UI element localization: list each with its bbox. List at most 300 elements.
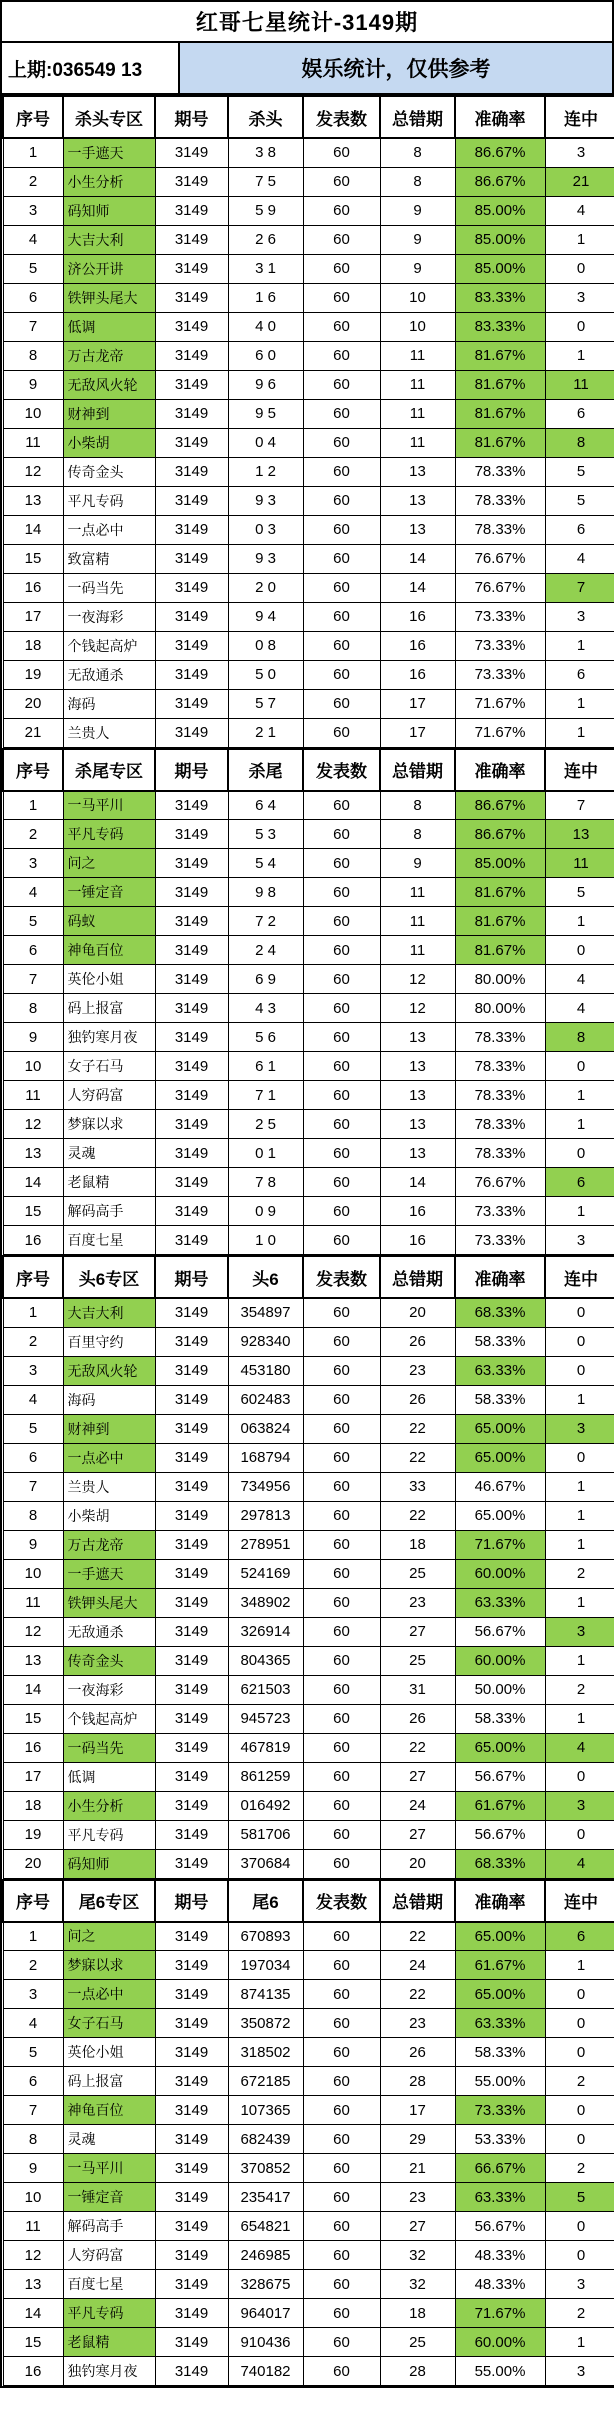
table-row xyxy=(3,196,614,225)
table-row xyxy=(3,1951,614,1980)
cell-published-count: 60 xyxy=(303,2183,380,2212)
cell-published-count: 60 xyxy=(303,1791,380,1820)
cell-forum-name: 人穷码富 xyxy=(63,2241,155,2270)
cell-accuracy: 81.67% xyxy=(455,399,545,428)
cell-wrong-count: 17 xyxy=(380,718,455,747)
cell-issue: 3149 xyxy=(155,2009,228,2038)
cell-published-count: 60 xyxy=(303,1298,380,1327)
cell-published-count: 60 xyxy=(303,1675,380,1704)
cell-issue: 3149 xyxy=(155,689,228,718)
cell-wrong-count: 13 xyxy=(380,1081,455,1110)
cell-forum-name: 小生分析 xyxy=(63,1791,155,1820)
cell-accuracy: 56.67% xyxy=(455,2212,545,2241)
cell-index: 12 xyxy=(3,457,63,486)
table-row xyxy=(3,1559,614,1588)
cell-streak: 0 xyxy=(545,1139,614,1168)
cell-index: 19 xyxy=(3,660,63,689)
table-row xyxy=(3,2125,614,2154)
cell-published-count: 60 xyxy=(303,341,380,370)
cell-prediction: 7 5 xyxy=(228,167,303,196)
cell-prediction: 197034 xyxy=(228,1951,303,1980)
cell-published-count: 60 xyxy=(303,138,380,167)
table-row xyxy=(3,1327,614,1356)
cell-forum-name: 无敌通杀 xyxy=(63,660,155,689)
cell-accuracy: 78.33% xyxy=(455,486,545,515)
header-row xyxy=(3,749,614,791)
table-row xyxy=(3,457,614,486)
table-row xyxy=(3,544,614,573)
cell-forum-name: 无敌风火轮 xyxy=(63,1356,155,1385)
cell-forum-name: 兰贵人 xyxy=(63,1472,155,1501)
cell-index: 2 xyxy=(3,167,63,196)
cell-wrong-count: 22 xyxy=(380,1922,455,1951)
cell-published-count: 60 xyxy=(303,254,380,283)
cell-forum-name: 致富精 xyxy=(63,544,155,573)
cell-index: 8 xyxy=(3,2125,63,2154)
cell-wrong-count: 16 xyxy=(380,1197,455,1226)
cell-streak: 7 xyxy=(545,573,614,602)
cell-prediction: 5 0 xyxy=(228,660,303,689)
column-header: 准确率 xyxy=(455,1256,545,1298)
table-row xyxy=(3,2096,614,2125)
cell-forum-name: 码知师 xyxy=(63,1849,155,1878)
cell-published-count: 60 xyxy=(303,2125,380,2154)
table-row xyxy=(3,1501,614,1530)
cell-streak: 3 xyxy=(545,138,614,167)
cell-accuracy: 80.00% xyxy=(455,994,545,1023)
table-row xyxy=(3,370,614,399)
cell-streak: 2 xyxy=(545,2154,614,2183)
cell-forum-name: 码上报富 xyxy=(63,994,155,1023)
cell-prediction: 350872 xyxy=(228,2009,303,2038)
column-header: 连中 xyxy=(545,1880,614,1922)
cell-accuracy: 81.67% xyxy=(455,936,545,965)
cell-streak: 1 xyxy=(545,718,614,747)
cell-forum-name: 神龟百位 xyxy=(63,936,155,965)
cell-forum-name: 人穷码富 xyxy=(63,1081,155,1110)
cell-prediction: 9 6 xyxy=(228,370,303,399)
cell-accuracy: 58.33% xyxy=(455,1385,545,1414)
cell-published-count: 60 xyxy=(303,1414,380,1443)
cell-published-count: 60 xyxy=(303,283,380,312)
column-header: 尾6专区 xyxy=(63,1880,155,1922)
cell-index: 20 xyxy=(3,1849,63,1878)
table-row xyxy=(3,1168,614,1197)
cell-published-count: 60 xyxy=(303,1501,380,1530)
cell-wrong-count: 11 xyxy=(380,399,455,428)
cell-wrong-count: 17 xyxy=(380,689,455,718)
cell-forum-name: 码知师 xyxy=(63,196,155,225)
cell-index: 13 xyxy=(3,2270,63,2299)
cell-streak: 3 xyxy=(545,2270,614,2299)
cell-streak: 0 xyxy=(545,1356,614,1385)
cell-published-count: 60 xyxy=(303,1762,380,1791)
cell-issue: 3149 xyxy=(155,2096,228,2125)
cell-accuracy: 65.00% xyxy=(455,1733,545,1762)
cell-published-count: 60 xyxy=(303,2241,380,2270)
table-row xyxy=(3,573,614,602)
cell-issue: 3149 xyxy=(155,1472,228,1501)
cell-streak: 1 xyxy=(545,689,614,718)
cell-accuracy: 73.33% xyxy=(455,631,545,660)
cell-accuracy: 81.67% xyxy=(455,341,545,370)
cell-issue: 3149 xyxy=(155,312,228,341)
cell-issue: 3149 xyxy=(155,2299,228,2328)
table-row xyxy=(3,1385,614,1414)
cell-issue: 3149 xyxy=(155,878,228,907)
stats-table-head6 xyxy=(2,1255,614,1879)
cell-forum-name: 码上报富 xyxy=(63,2067,155,2096)
cell-wrong-count: 17 xyxy=(380,2096,455,2125)
cell-prediction: 016492 xyxy=(228,1791,303,1820)
cell-streak: 0 xyxy=(545,1052,614,1081)
cell-accuracy: 81.67% xyxy=(455,428,545,457)
cell-accuracy: 63.33% xyxy=(455,1356,545,1385)
column-header: 杀尾 xyxy=(228,749,303,791)
cell-prediction: 326914 xyxy=(228,1617,303,1646)
cell-prediction: 7 1 xyxy=(228,1081,303,1110)
cell-issue: 3149 xyxy=(155,820,228,849)
cell-wrong-count: 31 xyxy=(380,1675,455,1704)
cell-published-count: 60 xyxy=(303,2096,380,2125)
cell-streak: 8 xyxy=(545,1023,614,1052)
cell-wrong-count: 12 xyxy=(380,965,455,994)
cell-streak: 1 xyxy=(545,1530,614,1559)
cell-issue: 3149 xyxy=(155,1443,228,1472)
stats-table-tail6 xyxy=(2,1879,614,2387)
cell-forum-name: 一锤定音 xyxy=(63,878,155,907)
cell-prediction: 107365 xyxy=(228,2096,303,2125)
column-header: 杀头专区 xyxy=(63,96,155,138)
cell-index: 8 xyxy=(3,341,63,370)
cell-accuracy: 66.67% xyxy=(455,2154,545,2183)
cell-prediction: 278951 xyxy=(228,1530,303,1559)
cell-index: 7 xyxy=(3,312,63,341)
cell-forum-name: 一点必中 xyxy=(63,515,155,544)
cell-wrong-count: 10 xyxy=(380,283,455,312)
cell-index: 11 xyxy=(3,2212,63,2241)
cell-wrong-count: 8 xyxy=(380,138,455,167)
cell-index: 1 xyxy=(3,138,63,167)
cell-published-count: 60 xyxy=(303,370,380,399)
column-header: 发表数 xyxy=(303,1880,380,1922)
cell-forum-name: 一锤定音 xyxy=(63,2183,155,2212)
cell-forum-name: 女子石马 xyxy=(63,1052,155,1081)
cell-prediction: 2 4 xyxy=(228,936,303,965)
cell-forum-name: 女子石马 xyxy=(63,2009,155,2038)
table-row xyxy=(3,2357,614,2386)
column-header: 准确率 xyxy=(455,96,545,138)
cell-prediction: 063824 xyxy=(228,1414,303,1443)
cell-published-count: 60 xyxy=(303,1385,380,1414)
table-row xyxy=(3,2038,614,2067)
table-row xyxy=(3,1646,614,1675)
cell-wrong-count: 28 xyxy=(380,2067,455,2096)
cell-forum-name: 百里守约 xyxy=(63,1327,155,1356)
cell-issue: 3149 xyxy=(155,1588,228,1617)
cell-accuracy: 56.67% xyxy=(455,1617,545,1646)
cell-streak: 3 xyxy=(545,2357,614,2386)
cell-issue: 3149 xyxy=(155,1226,228,1255)
cell-streak: 1 xyxy=(545,1081,614,1110)
cell-accuracy: 86.67% xyxy=(455,820,545,849)
cell-wrong-count: 8 xyxy=(380,820,455,849)
cell-streak: 21 xyxy=(545,167,614,196)
cell-prediction: 1 0 xyxy=(228,1226,303,1255)
cell-prediction: 370684 xyxy=(228,1849,303,1878)
cell-issue: 3149 xyxy=(155,907,228,936)
cell-issue: 3149 xyxy=(155,1820,228,1849)
cell-forum-name: 传奇金头 xyxy=(63,1646,155,1675)
cell-wrong-count: 23 xyxy=(380,2183,455,2212)
cell-index: 4 xyxy=(3,878,63,907)
cell-published-count: 60 xyxy=(303,515,380,544)
cell-forum-name: 平凡专码 xyxy=(63,820,155,849)
cell-accuracy: 73.33% xyxy=(455,1197,545,1226)
cell-prediction: 9 8 xyxy=(228,878,303,907)
table-row xyxy=(3,791,614,820)
cell-issue: 3149 xyxy=(155,1762,228,1791)
cell-forum-name: 一手遮天 xyxy=(63,1559,155,1588)
cell-issue: 3149 xyxy=(155,2270,228,2299)
cell-prediction: 734956 xyxy=(228,1472,303,1501)
cell-forum-name: 梦寐以求 xyxy=(63,1110,155,1139)
cell-index: 4 xyxy=(3,225,63,254)
table-row xyxy=(3,428,614,457)
cell-accuracy: 71.67% xyxy=(455,2299,545,2328)
cell-index: 16 xyxy=(3,1226,63,1255)
cell-accuracy: 65.00% xyxy=(455,1414,545,1443)
cell-index: 15 xyxy=(3,2328,63,2357)
table-row xyxy=(3,1226,614,1255)
cell-accuracy: 61.67% xyxy=(455,1791,545,1820)
cell-index: 16 xyxy=(3,2357,63,2386)
cell-issue: 3149 xyxy=(155,1733,228,1762)
table-row xyxy=(3,718,614,747)
cell-streak: 3 xyxy=(545,1414,614,1443)
cell-issue: 3149 xyxy=(155,457,228,486)
cell-streak: 4 xyxy=(545,1849,614,1878)
cell-published-count: 60 xyxy=(303,2038,380,2067)
cell-issue: 3149 xyxy=(155,399,228,428)
cell-issue: 3149 xyxy=(155,341,228,370)
table-row xyxy=(3,965,614,994)
cell-accuracy: 80.00% xyxy=(455,965,545,994)
header-row xyxy=(3,1256,614,1298)
cell-forum-name: 财神到 xyxy=(63,1414,155,1443)
cell-published-count: 60 xyxy=(303,878,380,907)
cell-wrong-count: 14 xyxy=(380,573,455,602)
cell-published-count: 60 xyxy=(303,2154,380,2183)
column-header: 发表数 xyxy=(303,1256,380,1298)
cell-index: 3 xyxy=(3,849,63,878)
cell-accuracy: 78.33% xyxy=(455,515,545,544)
cell-published-count: 60 xyxy=(303,457,380,486)
cell-index: 8 xyxy=(3,1501,63,1530)
cell-forum-name: 低调 xyxy=(63,312,155,341)
cell-accuracy: 73.33% xyxy=(455,602,545,631)
cell-accuracy: 65.00% xyxy=(455,1443,545,1472)
cell-prediction: 861259 xyxy=(228,1762,303,1791)
cell-published-count: 60 xyxy=(303,1617,380,1646)
column-header: 发表数 xyxy=(303,749,380,791)
cell-index: 21 xyxy=(3,718,63,747)
table-row xyxy=(3,1675,614,1704)
cell-prediction: 3 8 xyxy=(228,138,303,167)
cell-issue: 3149 xyxy=(155,965,228,994)
cell-accuracy: 60.00% xyxy=(455,1559,545,1588)
cell-streak: 1 xyxy=(545,1501,614,1530)
cell-prediction: 5 9 xyxy=(228,196,303,225)
cell-published-count: 60 xyxy=(303,820,380,849)
cell-forum-name: 大吉大利 xyxy=(63,1298,155,1327)
cell-index: 19 xyxy=(3,1820,63,1849)
cell-index: 6 xyxy=(3,936,63,965)
cell-accuracy: 85.00% xyxy=(455,225,545,254)
table-row xyxy=(3,1414,614,1443)
cell-streak: 8 xyxy=(545,428,614,457)
cell-wrong-count: 13 xyxy=(380,1110,455,1139)
cell-streak: 0 xyxy=(545,1980,614,2009)
cell-streak: 0 xyxy=(545,312,614,341)
cell-accuracy: 63.33% xyxy=(455,2183,545,2212)
cell-issue: 3149 xyxy=(155,196,228,225)
cell-forum-name: 一码当先 xyxy=(63,573,155,602)
cell-accuracy: 48.33% xyxy=(455,2241,545,2270)
cell-wrong-count: 32 xyxy=(380,2241,455,2270)
cell-prediction: 2 5 xyxy=(228,1110,303,1139)
cell-prediction: 5 4 xyxy=(228,849,303,878)
cell-prediction: 740182 xyxy=(228,2357,303,2386)
cell-issue: 3149 xyxy=(155,515,228,544)
cell-wrong-count: 13 xyxy=(380,515,455,544)
cell-published-count: 60 xyxy=(303,1110,380,1139)
cell-index: 15 xyxy=(3,544,63,573)
cell-issue: 3149 xyxy=(155,1139,228,1168)
cell-accuracy: 58.33% xyxy=(455,2038,545,2067)
cell-accuracy: 73.33% xyxy=(455,2096,545,2125)
cell-forum-name: 百度七星 xyxy=(63,1226,155,1255)
cell-wrong-count: 27 xyxy=(380,2212,455,2241)
cell-issue: 3149 xyxy=(155,1168,228,1197)
cell-prediction: 682439 xyxy=(228,2125,303,2154)
cell-published-count: 60 xyxy=(303,1081,380,1110)
cell-index: 17 xyxy=(3,1762,63,1791)
cell-issue: 3149 xyxy=(155,2328,228,2357)
cell-issue: 3149 xyxy=(155,254,228,283)
table-row xyxy=(3,1052,614,1081)
cell-prediction: 354897 xyxy=(228,1298,303,1327)
column-header: 序号 xyxy=(3,1256,63,1298)
table-row xyxy=(3,399,614,428)
cell-streak: 0 xyxy=(545,1762,614,1791)
column-header: 序号 xyxy=(3,96,63,138)
column-header: 头6专区 xyxy=(63,1256,155,1298)
cell-prediction: 621503 xyxy=(228,1675,303,1704)
cell-streak: 2 xyxy=(545,1559,614,1588)
last-issue-label: 上期:036549 13 xyxy=(2,43,180,93)
table-row xyxy=(3,2270,614,2299)
table-row xyxy=(3,660,614,689)
cell-index: 9 xyxy=(3,1023,63,1052)
cell-published-count: 60 xyxy=(303,196,380,225)
cell-wrong-count: 16 xyxy=(380,1226,455,1255)
banner-row xyxy=(2,43,612,95)
cell-streak: 1 xyxy=(545,225,614,254)
cell-published-count: 60 xyxy=(303,1704,380,1733)
cell-issue: 3149 xyxy=(155,1675,228,1704)
cell-streak: 0 xyxy=(545,1327,614,1356)
cell-index: 18 xyxy=(3,631,63,660)
cell-accuracy: 73.33% xyxy=(455,1226,545,1255)
cell-published-count: 60 xyxy=(303,1327,380,1356)
cell-wrong-count: 32 xyxy=(380,2270,455,2299)
cell-wrong-count: 13 xyxy=(380,1139,455,1168)
table-row xyxy=(3,1617,614,1646)
table-row xyxy=(3,1588,614,1617)
cell-prediction: 5 6 xyxy=(228,1023,303,1052)
cell-streak: 1 xyxy=(545,1385,614,1414)
cell-accuracy: 83.33% xyxy=(455,283,545,312)
cell-wrong-count: 11 xyxy=(380,936,455,965)
table-row xyxy=(3,312,614,341)
table-row xyxy=(3,1530,614,1559)
cell-issue: 3149 xyxy=(155,2038,228,2067)
cell-issue: 3149 xyxy=(155,1023,228,1052)
cell-accuracy: 83.33% xyxy=(455,312,545,341)
cell-issue: 3149 xyxy=(155,2183,228,2212)
cell-forum-name: 平凡专码 xyxy=(63,486,155,515)
cell-wrong-count: 18 xyxy=(380,1530,455,1559)
column-header: 准确率 xyxy=(455,1880,545,1922)
cell-accuracy: 85.00% xyxy=(455,196,545,225)
table-row xyxy=(3,1110,614,1139)
cell-published-count: 60 xyxy=(303,1646,380,1675)
cell-forum-name: 一夜海彩 xyxy=(63,602,155,631)
table-row xyxy=(3,515,614,544)
cell-prediction: 297813 xyxy=(228,1501,303,1530)
cell-prediction: 6 1 xyxy=(228,1052,303,1081)
cell-streak: 1 xyxy=(545,1110,614,1139)
table-row xyxy=(3,1443,614,1472)
cell-accuracy: 78.33% xyxy=(455,457,545,486)
cell-published-count: 60 xyxy=(303,1849,380,1878)
cell-issue: 3149 xyxy=(155,718,228,747)
cell-wrong-count: 24 xyxy=(380,1791,455,1820)
column-header: 总错期 xyxy=(380,1880,455,1922)
cell-published-count: 60 xyxy=(303,1530,380,1559)
cell-streak: 11 xyxy=(545,370,614,399)
cell-issue: 3149 xyxy=(155,1052,228,1081)
cell-streak: 5 xyxy=(545,2183,614,2212)
cell-prediction: 9 3 xyxy=(228,486,303,515)
cell-forum-name: 梦寐以求 xyxy=(63,1951,155,1980)
table-row xyxy=(3,1849,614,1878)
cell-accuracy: 63.33% xyxy=(455,2009,545,2038)
cell-streak: 3 xyxy=(545,1226,614,1255)
cell-issue: 3149 xyxy=(155,1414,228,1443)
cell-wrong-count: 8 xyxy=(380,791,455,820)
cell-wrong-count: 25 xyxy=(380,1559,455,1588)
cell-forum-name: 平凡专码 xyxy=(63,1820,155,1849)
cell-forum-name: 海码 xyxy=(63,689,155,718)
cell-prediction: 602483 xyxy=(228,1385,303,1414)
cell-prediction: 670893 xyxy=(228,1922,303,1951)
cell-prediction: 246985 xyxy=(228,2241,303,2270)
table-row xyxy=(3,2183,614,2212)
cell-issue: 3149 xyxy=(155,2212,228,2241)
cell-forum-name: 平凡专码 xyxy=(63,2299,155,2328)
